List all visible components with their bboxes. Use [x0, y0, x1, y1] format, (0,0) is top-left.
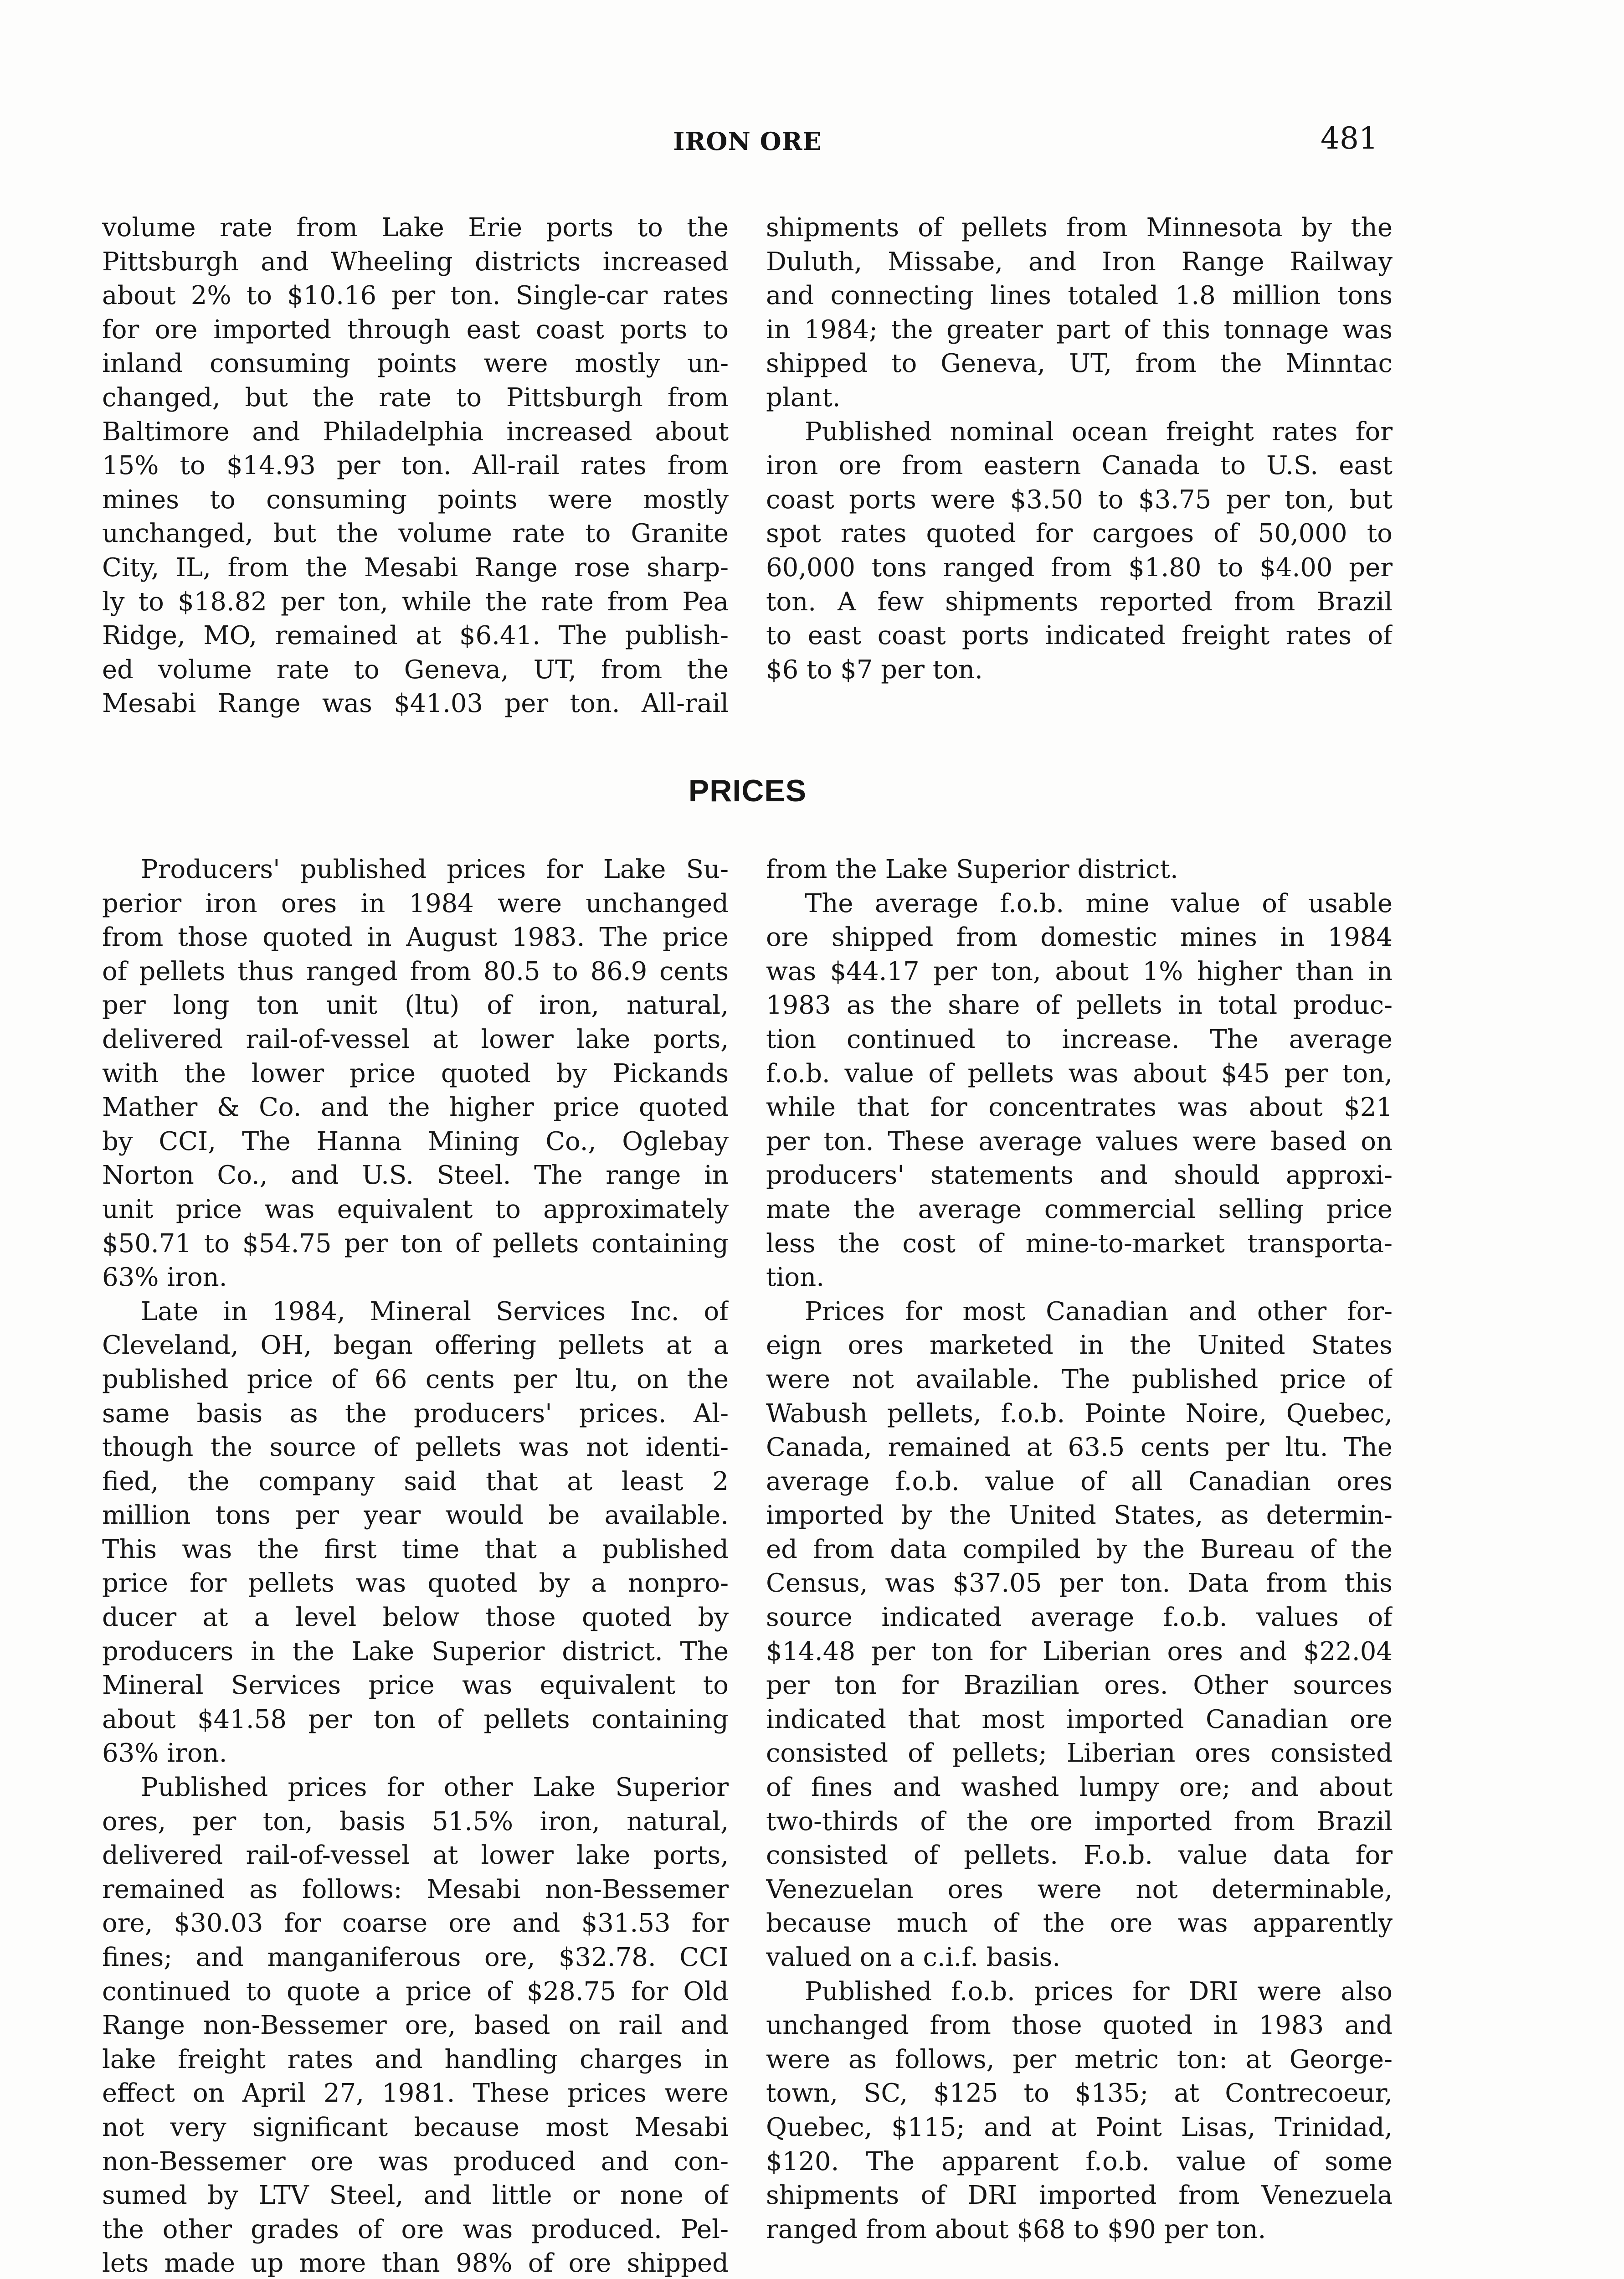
text-line: from the Lake Superior district. — [766, 855, 1178, 884]
text-line: continued to quote a price of $28.75 for Old — [102, 1976, 729, 2006]
text-line: mines to consuming points were mostly — [102, 485, 729, 515]
paragraph — [766, 415, 1393, 687]
text-line: Venezuelan ores were not determinable, — [766, 1874, 1393, 1904]
text-line: $120. The apparent f.o.b. value of some — [766, 2146, 1393, 2176]
text-line: Producers' published prices for Lake Su- — [141, 855, 729, 884]
text-line: non-Bessemer ore was produced and con- — [102, 2146, 729, 2176]
text-line: Duluth, Missabe, and Iron Range Railway — [766, 247, 1393, 277]
text-line: same basis as the producers' prices. Al- — [102, 1398, 729, 1428]
paragraph — [102, 853, 729, 1295]
text-line: shipments of pellets from Minnesota by the — [766, 213, 1393, 242]
text-line: shipped to Geneva, UT, from the Minntac — [766, 349, 1393, 379]
text-line: source indicated average f.o.b. values of — [766, 1603, 1393, 1633]
text-line: delivered rail-of-vessel at lower lake ports, — [102, 1841, 729, 1871]
text-line: Mather & Co. and the higher price quoted — [102, 1093, 729, 1123]
text-line: producers in the Lake Superior district. The — [102, 1636, 729, 1666]
transport-left-column — [102, 211, 729, 721]
text-line: to east coast ports indicated freight rates of — [766, 621, 1393, 651]
text-line: while that for concentrates was about $21 — [766, 1093, 1393, 1123]
section-heading-prices: PRICES — [688, 773, 807, 808]
text-line: ducer at a level below those quoted by — [102, 1603, 729, 1633]
text-line: eign ores marketed in the United States — [766, 1330, 1393, 1361]
paragraph — [766, 1975, 1393, 2247]
text-line: were as follows, per metric ton: at George- — [766, 2044, 1393, 2074]
text-line: inland consuming points were mostly un- — [102, 349, 729, 379]
text-line: though the source of pellets was not identi- — [102, 1433, 729, 1463]
text-line: ton. A few shipments reported from Brazil — [766, 587, 1393, 617]
text-line: million tons per year would be available. — [102, 1500, 729, 1531]
text-line: ranged from about $68 to $90 per ton. — [766, 2214, 1266, 2244]
text-line: $14.48 per ton for Liberian ores and $22.04 — [766, 1636, 1393, 1666]
text-line: because much of the ore was apparently — [766, 1908, 1393, 1939]
text-line: ed volume rate to Geneva, UT, from the — [102, 655, 729, 685]
text-line: effect on April 27, 1981. These prices were — [102, 2078, 729, 2109]
text-line: consisted of pellets. F.o.b. value data for — [766, 1841, 1393, 1871]
text-line: Published f.o.b. prices for DRI were also — [805, 1976, 1393, 2006]
paragraph — [766, 1295, 1393, 1975]
text-line: about $41.58 per ton of pellets containing — [102, 1704, 729, 1734]
text-line: was $44.17 per ton, about 1% higher than in — [766, 956, 1393, 986]
paragraph — [766, 853, 1393, 887]
running-title: IRON ORE — [673, 127, 822, 156]
text-line: shipments of DRI imported from Venezuela — [766, 2181, 1393, 2211]
text-line: ore, $30.03 for coarse ore and $31.53 for — [102, 1908, 729, 1939]
text-line: price for pellets was quoted by a nonpro- — [102, 1568, 729, 1598]
text-line: per ton. These average values were based on — [766, 1126, 1393, 1156]
text-line: about 2% to $10.16 per ton. Single-car rates — [102, 281, 729, 311]
text-line: unchanged from those quoted in 1983 and — [766, 2011, 1393, 2041]
text-line: were not available. The published price of — [766, 1364, 1393, 1394]
text-line: indicated that most imported Canadian ore — [766, 1704, 1393, 1734]
text-line: Range non-Bessemer ore, based on rail and — [102, 2011, 729, 2041]
text-line: spot rates quoted for cargoes of 50,000 to — [766, 519, 1393, 549]
text-line: 63% iron. — [102, 1738, 227, 1769]
text-line: changed, but the rate to Pittsburgh from — [102, 382, 729, 412]
text-line: Mineral Services price was equivalent to — [102, 1671, 729, 1701]
text-line: Census, was $37.05 per ton. Data from this — [766, 1568, 1393, 1598]
text-line: unchanged, but the volume rate to Granite — [102, 519, 729, 549]
text-line: tion. — [766, 1263, 824, 1293]
text-line: fied, the company said that at least 2 — [102, 1466, 729, 1496]
text-line: not very significant because most Mesabi — [102, 2112, 729, 2142]
text-line: perior iron ores in 1984 were unchanged — [102, 888, 729, 918]
text-line: for ore imported through east coast ports to — [102, 315, 729, 345]
text-line: ores, per ton, basis 51.5% iron, natural, — [102, 1806, 729, 1836]
text-line: 60,000 tons ranged from $1.80 to $4.00 per — [766, 552, 1393, 583]
text-line: f.o.b. value of pellets was about $45 per ton, — [766, 1058, 1393, 1088]
paragraph — [102, 1771, 729, 2279]
prices-right-column — [766, 853, 1393, 2247]
text-line: volume rate from Lake Erie ports to the — [102, 213, 729, 242]
paragraph — [102, 211, 729, 721]
text-line: 63% iron. — [102, 1263, 227, 1293]
text-line: remained as follows: Mesabi non-Bessemer — [102, 1874, 729, 1904]
text-line: of fines and washed lumpy ore; and about — [766, 1773, 1393, 1803]
text-line: This was the first time that a published — [102, 1534, 729, 1564]
prices-left-column — [102, 853, 729, 2279]
text-line: sumed by LTV Steel, and little or none of — [102, 2181, 729, 2211]
text-line: from those quoted in August 1983. The price — [102, 923, 729, 953]
text-line: ed from data compiled by the Bureau of the — [766, 1534, 1393, 1564]
text-line: $50.71 to $54.75 per ton of pellets containing — [102, 1228, 729, 1258]
text-line: City, IL, from the Mesabi Range rose sharp- — [102, 552, 729, 583]
text-line: ly to $18.82 per ton, while the rate from Pea — [102, 587, 729, 617]
text-line: tion continued to increase. The average — [766, 1024, 1393, 1054]
text-line: lets made up more than 98% of ore shipped — [102, 2248, 729, 2279]
text-line: The average f.o.b. mine value of usable — [805, 888, 1393, 918]
text-line: Ridge, MO, remained at $6.41. The publish- — [102, 621, 729, 651]
text-line: plant. — [766, 382, 841, 412]
text-line: coast ports were $3.50 to $3.75 per ton, but — [766, 485, 1393, 515]
text-line: average f.o.b. value of all Canadian ores — [766, 1466, 1393, 1496]
text-line: with the lower price quoted by Pickands — [102, 1058, 729, 1088]
text-line: Pittsburgh and Wheeling districts increased — [102, 247, 729, 277]
text-line: Late in 1984, Mineral Services Inc. of — [141, 1296, 729, 1326]
text-line: iron ore from eastern Canada to U.S. east — [766, 451, 1393, 481]
page-number: 481 — [1321, 121, 1378, 156]
paragraph — [102, 1295, 729, 1771]
text-line: Canada, remained at 63.5 cents per ltu. The — [766, 1433, 1393, 1463]
text-line: mate the average commercial selling price — [766, 1194, 1393, 1224]
text-line: Published nominal ocean freight rates for — [805, 417, 1393, 447]
text-line: Prices for most Canadian and other for- — [805, 1296, 1393, 1326]
text-line: per long ton unit (ltu) of iron, natural, — [102, 990, 729, 1021]
text-line: producers' statements and should approxi- — [766, 1160, 1393, 1191]
text-line: published price of 66 cents per ltu, on the — [102, 1364, 729, 1394]
text-line: fines; and manganiferous ore, $32.78. CCI — [102, 1943, 729, 1972]
text-line: Norton Co., and U.S. Steel. The range in — [102, 1160, 729, 1191]
text-line: Quebec, $115; and at Point Lisas, Trinidad, — [766, 2112, 1393, 2142]
text-line: the other grades of ore was produced. Pel- — [102, 2214, 729, 2244]
text-line: Wabush pellets, f.o.b. Pointe Noire, Quebec, — [766, 1398, 1393, 1428]
text-line: and connecting lines totaled 1.8 million tons — [766, 281, 1393, 311]
transport-right-column — [766, 211, 1393, 687]
text-line: 15% to $14.93 per ton. All-rail rates from — [102, 451, 729, 481]
text-line: Cleveland, OH, began offering pellets at a — [102, 1330, 729, 1361]
text-line: $6 to $7 per ton. — [766, 655, 983, 685]
text-line: Baltimore and Philadelphia increased about — [102, 417, 729, 447]
text-line: of pellets thus ranged from 80.5 to 86.9 cents — [102, 956, 729, 986]
paragraph — [766, 211, 1393, 415]
text-line: by CCI, The Hanna Mining Co., Oglebay — [102, 1126, 729, 1156]
text-line: Mesabi Range was $41.03 per ton. All-rail — [102, 689, 729, 719]
text-line: two-thirds of the ore imported from Brazil — [766, 1806, 1393, 1836]
text-line: ore shipped from domestic mines in 1984 — [766, 923, 1393, 953]
text-line: per ton for Brazilian ores. Other sources — [766, 1671, 1393, 1701]
text-line: 1983 as the share of pellets in total produc- — [766, 990, 1393, 1021]
text-line: in 1984; the greater part of this tonnage was — [766, 315, 1393, 345]
text-line: less the cost of mine-to-market transporta- — [766, 1228, 1393, 1258]
text-line: lake freight rates and handling charges in — [102, 2044, 729, 2074]
paragraph — [766, 887, 1393, 1295]
text-line: consisted of pellets; Liberian ores consisted — [766, 1738, 1393, 1769]
text-line: delivered rail-of-vessel at lower lake ports, — [102, 1024, 729, 1054]
text-line: imported by the United States, as determin- — [766, 1500, 1393, 1531]
text-line: town, SC, $125 to $135; at Contrecoeur, — [766, 2078, 1393, 2109]
text-line: valued on a c.i.f. basis. — [766, 1943, 1061, 1972]
text-line: Published prices for other Lake Superior — [141, 1773, 729, 1803]
text-line: unit price was equivalent to approximately — [102, 1194, 729, 1224]
